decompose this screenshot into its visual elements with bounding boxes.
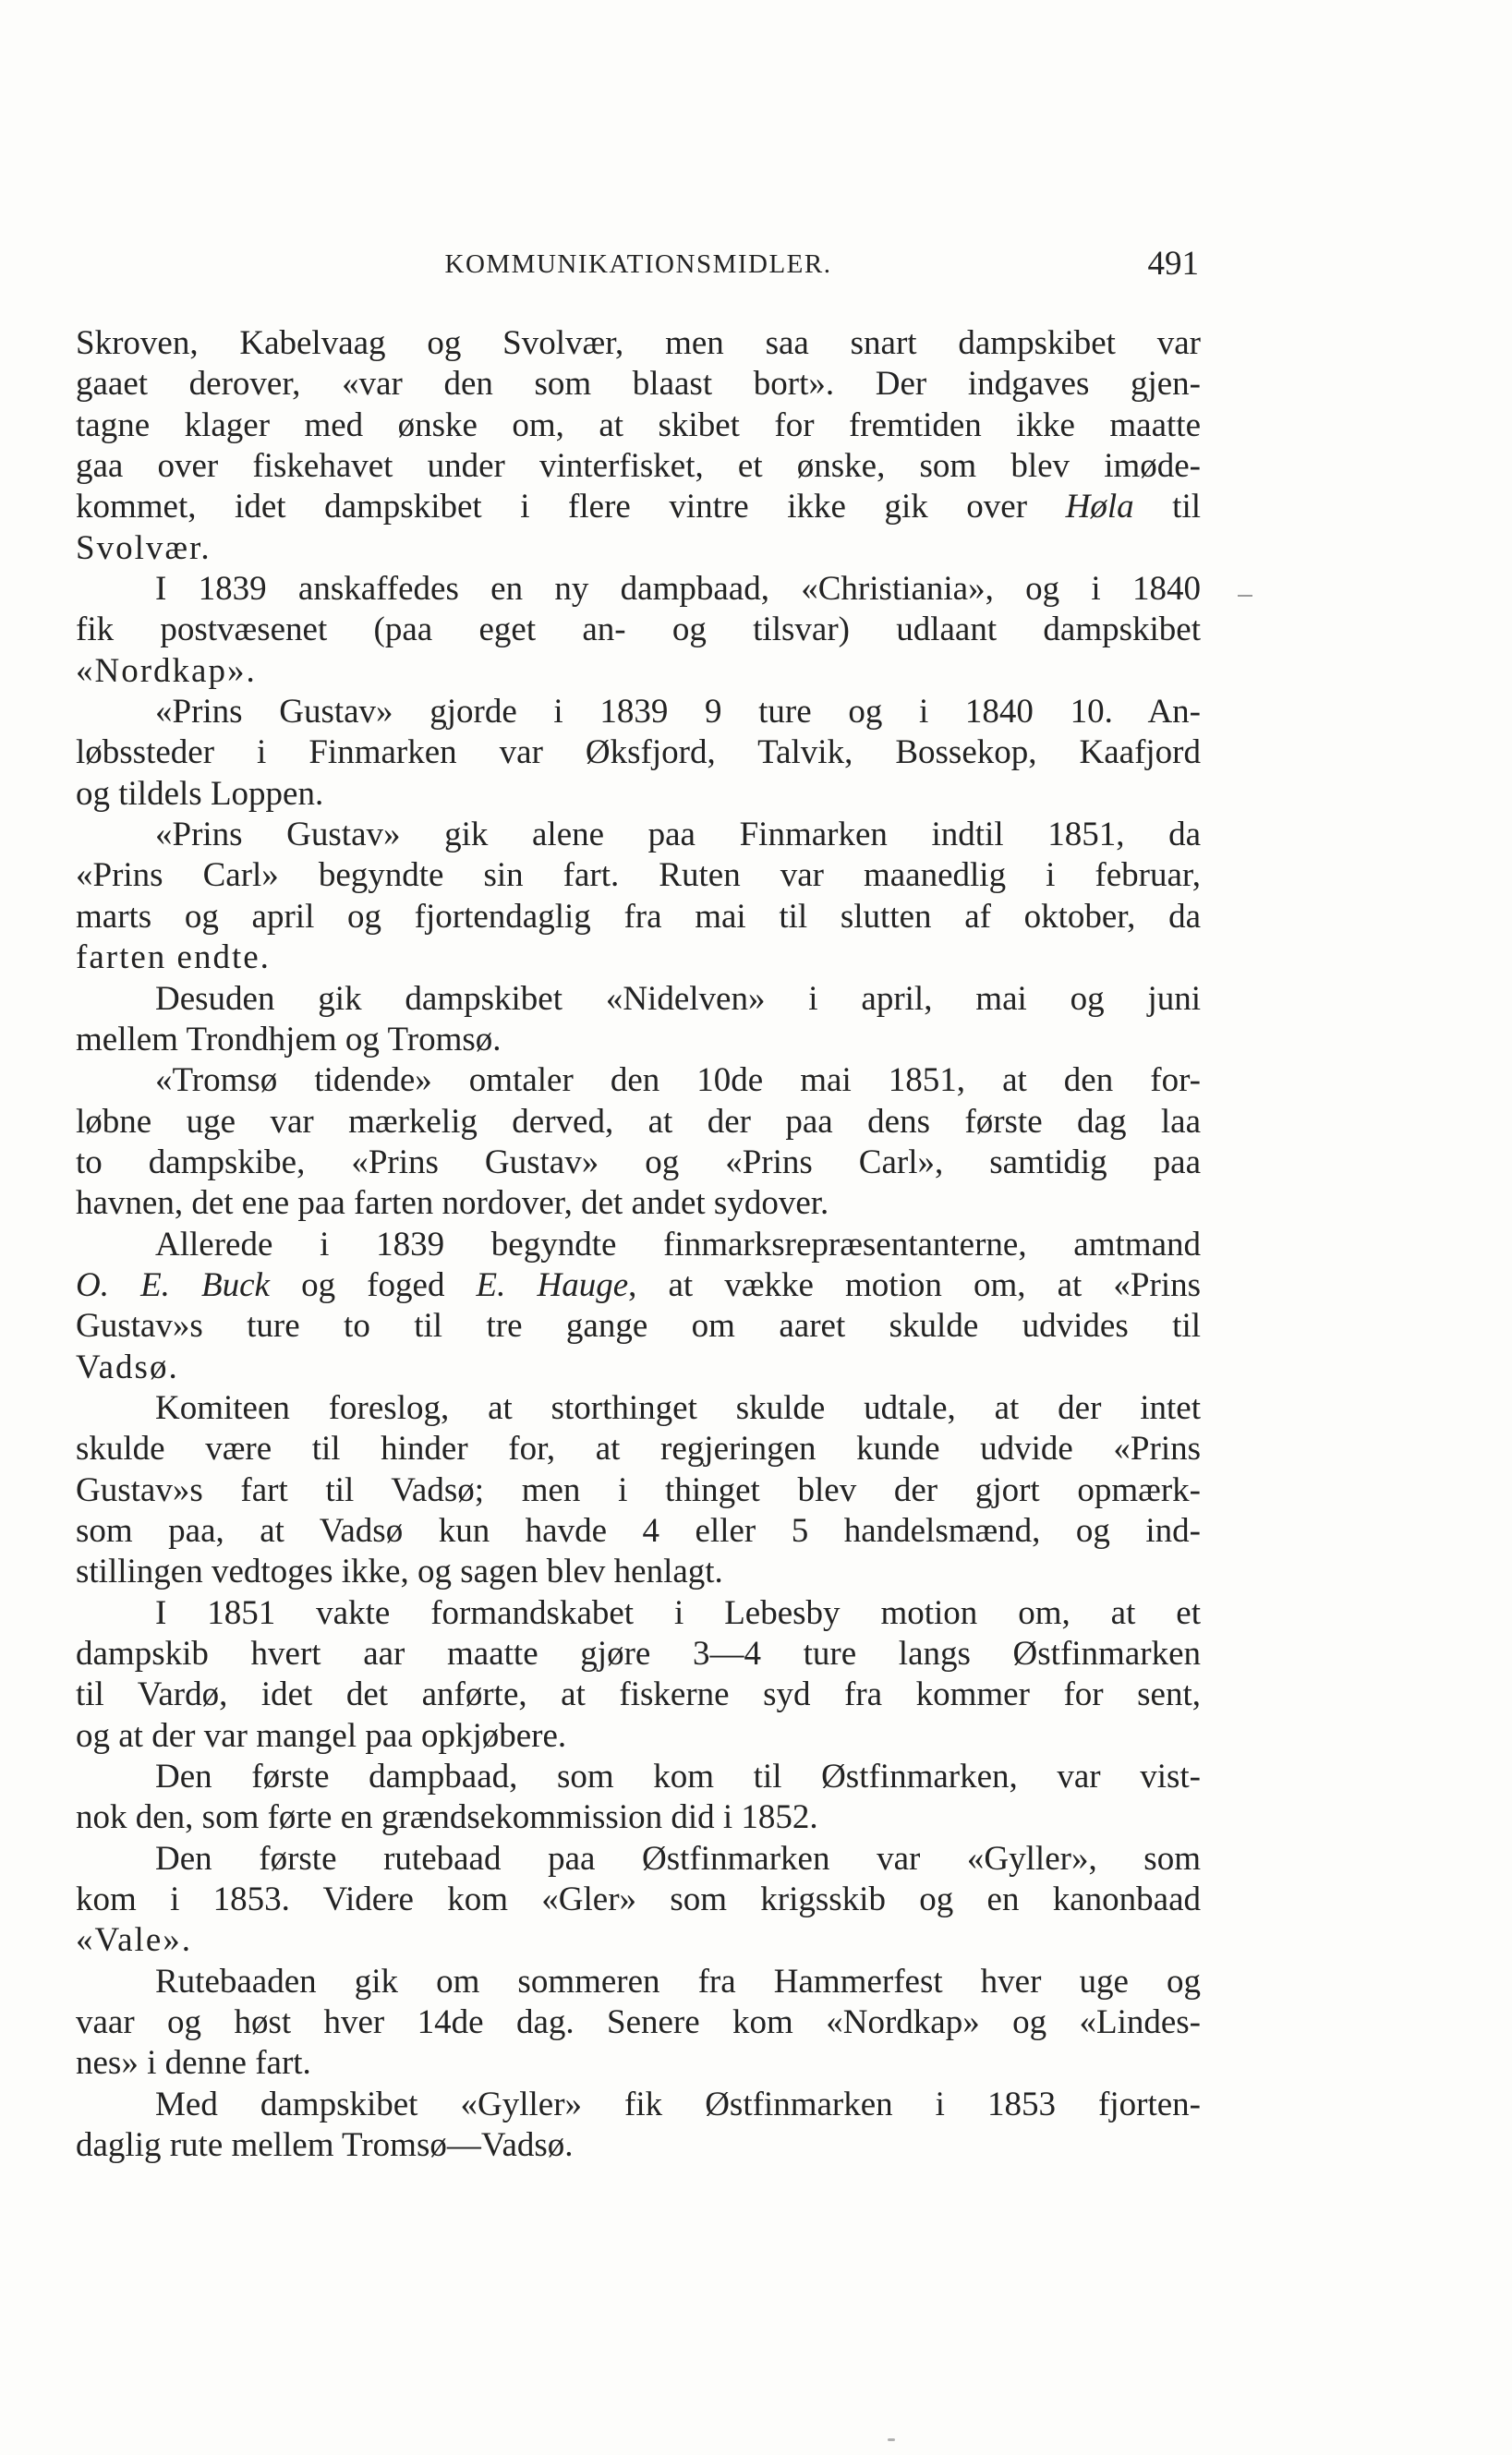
text-line: «Nordkap». [76, 651, 257, 690]
text-line: marts og april og fjortendaglig fra mai til slutten af oktober, da [76, 897, 1201, 936]
text-line: Gustav»s ture to til tre gange om aaret skulde udvides til [76, 1307, 1201, 1346]
text-line: kom i 1853. Videre kom «Gler» som krigsskib og en kanonbaad [76, 1881, 1201, 1919]
text-line: til Vardø, idet det anførte, at fiskerne syd fra kommer for sent, [76, 1675, 1201, 1714]
paragraph-first-line: I 1851 vakte formandskabet i Lebesby motion om, at et [155, 1593, 1201, 1632]
text-line: og at der var mangel paa opkjøbere. [76, 1716, 567, 1755]
paragraph-first-line: «Prins Gustav» gjorde i 1839 9 ture og i 1840 10. An- [155, 693, 1201, 732]
paragraph-first-line: Med dampskibet «Gyller» fik Østfinmarken i 1853 fjorten- [155, 2085, 1201, 2123]
paragraph-first-line: Desuden gik dampskibet «Nidelven» i april, mai og juni [155, 979, 1201, 1018]
paragraph-first-line: «Tromsø tidende» omtaler den 10de mai 1851, at den for- [155, 1061, 1201, 1100]
text-line: vaar og høst hver 14de dag. Senere kom «Nordkap» og «Lindes- [76, 2003, 1201, 2042]
text-line: kommet, idet dampskibet i flere vintre ikke gik over Høla til [76, 488, 1201, 526]
text-line: Svolvær. [76, 528, 212, 567]
paper-speck [888, 2438, 895, 2441]
paragraph-first-line: Rutebaaden gik om sommeren fra Hammerfest hver uge og [155, 1962, 1201, 2001]
paragraph-first-line: Allerede i 1839 begyndte finmarksrepræsentanterne, amtmand [155, 1225, 1201, 1264]
paragraph-first-line: Den første dampbaad, som kom til Østfinmarken, var vist- [155, 1758, 1201, 1796]
text-line: fik postvæsenet (paa eget an- og tilsvar) udlaant dampskibet [76, 611, 1201, 649]
text-line: Skroven, Kabelvaag og Svolvær, men saa snart dampskibet var [76, 324, 1201, 362]
text-line: «Prins Carl» begyndte sin fart. Ruten var maanedlig i februar, [76, 856, 1201, 895]
text-line: daglig rute mellem Tromsø—Vadsø. [76, 2126, 574, 2165]
text-line: havnen, det ene paa farten nordover, det andet sydover. [76, 1184, 829, 1223]
text-line: mellem Trondhjem og Tromsø. [76, 1020, 502, 1058]
page-header [76, 242, 1201, 297]
running-head: KOMMUNIKATIONSMIDLER. [444, 249, 832, 279]
text-line: farten endte. [76, 938, 271, 977]
text-line: løbssteder i Finmarken var Øksfjord, Talvik, Bossekop, Kaafjord [76, 733, 1201, 772]
body-text [76, 323, 1201, 2166]
text-line: og tildels Loppen. [76, 774, 324, 813]
italic-place-name: Høla [1065, 488, 1134, 526]
text-line: dampskib hvert aar maatte gjøre 3—4 ture langs Østfinmarken [76, 1635, 1201, 1673]
text-line: stillingen vedtoges ikke, og sagen blev henlagt. [76, 1553, 723, 1591]
paragraph-first-line: «Prins Gustav» gik alene paa Finmarken indtil 1851, da [155, 816, 1201, 854]
margin-mark [1238, 595, 1252, 597]
page-number: 491 [1147, 245, 1199, 283]
text-line: løbne uge var mærkelig derved, at der paa dens første dag laa [76, 1102, 1201, 1141]
text-line: Gustav»s fart til Vadsø; men i thinget blev der gjort opmærk- [76, 1470, 1201, 1509]
text-line: O. E. Buck og foged E. Hauge, at vække motion om, at «Prins [76, 1265, 1201, 1304]
text-line: to dampskibe, «Prins Gustav» og «Prins Carl», samtidig paa [76, 1143, 1201, 1181]
text-line: gaa over fiskehavet under vinterfisket, et ønske, som blev imøde- [76, 447, 1201, 486]
text-line: nok den, som førte en grændsekommission did i 1852. [76, 1798, 818, 1837]
text-line: «Vale». [76, 1921, 192, 1960]
text-line: som paa, at Vadsø kun havde 4 eller 5 handelsmænd, og ind- [76, 1511, 1201, 1550]
italic-person-name: E. Hauge [476, 1265, 629, 1304]
text-line: skulde være til hinder for, at regjeringen kunde udvide «Prins [76, 1430, 1201, 1469]
text-line: gaaet derover, «var den som blaast bort». Der indgaves gjen- [76, 365, 1201, 404]
italic-person-name: O. E. Buck [76, 1265, 270, 1304]
text-line: tagne klager med ønske om, at skibet for fremtiden ikke maatte [76, 405, 1201, 444]
paragraph-first-line: I 1839 anskaffedes en ny dampbaad, «Christiania», og i 1840 [155, 570, 1201, 609]
paragraph-first-line: Komiteen foreslog, at storthinget skulde udtale, at der intet [155, 1388, 1201, 1427]
text-line: Vadsø. [76, 1348, 179, 1386]
text-line: nes» i denne fart. [76, 2044, 311, 2083]
paragraph-first-line: Den første rutebaad paa Østfinmarken var «Gyller», som [155, 1839, 1201, 1878]
